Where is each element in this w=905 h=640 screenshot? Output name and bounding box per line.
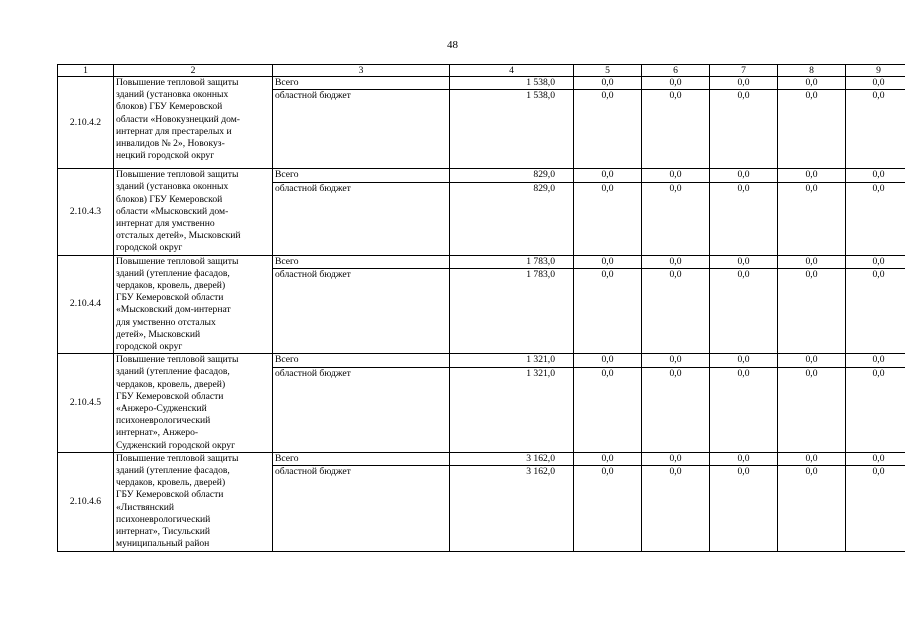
- year-value: 0,0: [574, 354, 642, 367]
- item-description-line: «Анжеро-Судженский: [116, 403, 207, 415]
- year-value: 0,0: [574, 77, 642, 90]
- item-description-line: ГБУ Кемеровской области: [116, 292, 224, 304]
- year-value: 0,0: [778, 169, 846, 183]
- item-description-line: Повышение тепловой защиты: [116, 169, 239, 181]
- item-description-line: области «Мысковский дом-: [116, 205, 229, 217]
- table-row: [58, 255, 905, 268]
- column-number: 5: [574, 65, 642, 77]
- funding-source: областной бюджет: [273, 466, 450, 551]
- total-value: 3 162,0: [450, 466, 574, 551]
- year-value: 0,0: [778, 255, 846, 268]
- year-value: 0,0: [710, 452, 778, 465]
- item-description-line: Повышение тепловой защиты: [116, 452, 239, 464]
- item-description-line: блоков) ГБУ Кемеровской: [116, 101, 223, 113]
- year-value: 0,0: [710, 77, 778, 90]
- total-value: 1 538,0: [450, 90, 574, 169]
- year-value: 0,0: [846, 182, 905, 255]
- item-description-line: «Листвянский: [116, 501, 175, 513]
- funding-source: Всего: [273, 77, 450, 90]
- year-value: 0,0: [574, 268, 642, 353]
- year-value: 0,0: [778, 182, 846, 255]
- year-value: 0,0: [642, 182, 710, 255]
- funding-source: Всего: [273, 169, 450, 183]
- item-description-line: городской округ: [116, 242, 183, 254]
- year-value: 0,0: [846, 367, 905, 452]
- total-value: 829,0: [450, 169, 574, 183]
- year-value: 0,0: [574, 255, 642, 268]
- year-value: 0,0: [846, 255, 905, 268]
- total-value: 1 783,0: [450, 255, 574, 268]
- item-description-line: Повышение тепловой защиты: [116, 77, 239, 88]
- item-description-line: городской округ: [116, 341, 183, 353]
- year-value: 0,0: [710, 182, 778, 255]
- year-value: 0,0: [846, 452, 905, 465]
- year-value: 0,0: [710, 354, 778, 367]
- funding-source: областной бюджет: [273, 268, 450, 353]
- year-value: 0,0: [710, 367, 778, 452]
- item-description-line: муниципальный район: [116, 538, 210, 550]
- item-description-line: зданий (утепление фасадов,: [116, 267, 230, 279]
- item-description-line: психоневрологический: [116, 415, 211, 427]
- column-number: 8: [778, 65, 846, 77]
- funding-source: Всего: [273, 255, 450, 268]
- item-number: 2.10.4.5: [58, 354, 114, 453]
- item-description-line: «Мысковский дом-интернат: [116, 304, 231, 316]
- item-description: [114, 452, 273, 551]
- column-number: 3: [273, 65, 450, 77]
- total-value: 1 783,0: [450, 268, 574, 353]
- item-number: 2.10.4.2: [58, 77, 114, 169]
- column-number: 1: [58, 65, 114, 77]
- column-number-row: [58, 65, 905, 77]
- year-value: 0,0: [710, 169, 778, 183]
- year-value: 0,0: [846, 90, 905, 169]
- year-value: 0,0: [710, 466, 778, 551]
- table-row: [58, 354, 905, 367]
- total-value: 3 162,0: [450, 452, 574, 465]
- item-description-line: для умственно отсталых: [116, 316, 216, 328]
- item-description-line: Судженский городской округ: [116, 439, 236, 451]
- column-number: 6: [642, 65, 710, 77]
- item-description-line: Повышение тепловой защиты: [116, 255, 239, 267]
- total-value: 829,0: [450, 182, 574, 255]
- year-value: 0,0: [846, 169, 905, 183]
- item-description-line: зданий (установка оконных: [116, 181, 229, 193]
- item-description: [114, 255, 273, 354]
- year-value: 0,0: [642, 354, 710, 367]
- column-number: 2: [114, 65, 273, 77]
- column-number: 9: [846, 65, 905, 77]
- year-value: 0,0: [710, 268, 778, 353]
- year-value: 0,0: [778, 367, 846, 452]
- year-value: 0,0: [642, 268, 710, 353]
- funding-source: Всего: [273, 452, 450, 465]
- item-description-line: ГБУ Кемеровской области: [116, 390, 224, 402]
- year-value: 0,0: [642, 90, 710, 169]
- year-value: 0,0: [778, 90, 846, 169]
- item-description-line: ГБУ Кемеровской области: [116, 489, 224, 501]
- year-value: 0,0: [778, 466, 846, 551]
- item-description-line: нецкий городской округ: [116, 150, 215, 162]
- item-description-line: блоков) ГБУ Кемеровской: [116, 193, 223, 205]
- funding-source: областной бюджет: [273, 367, 450, 452]
- year-value: 0,0: [574, 169, 642, 183]
- year-value: 0,0: [778, 354, 846, 367]
- item-description-line: зданий (утепление фасадов,: [116, 465, 230, 477]
- year-value: 0,0: [846, 268, 905, 353]
- table-row: [58, 77, 905, 90]
- year-value: 0,0: [574, 182, 642, 255]
- funding-source: Всего: [273, 354, 450, 367]
- year-value: 0,0: [846, 466, 905, 551]
- table-row: [58, 169, 905, 183]
- budget-table: [57, 64, 905, 552]
- item-description-line: зданий (утепление фасадов,: [116, 366, 230, 378]
- year-value: 0,0: [778, 268, 846, 353]
- year-value: 0,0: [642, 367, 710, 452]
- item-description-line: области «Новокузнецкий дом-: [116, 113, 240, 125]
- item-description-line: детей», Мысковский: [116, 328, 201, 340]
- item-description: [114, 77, 273, 169]
- page-number: 48: [447, 39, 458, 51]
- column-number: 4: [450, 65, 574, 77]
- item-description-line: интернат», Анжеро-: [116, 427, 199, 439]
- funding-source: областной бюджет: [273, 90, 450, 169]
- year-value: 0,0: [574, 90, 642, 169]
- item-description-line: чердаков, кровель, дверей): [116, 477, 226, 489]
- year-value: 0,0: [846, 354, 905, 367]
- total-value: 1 321,0: [450, 354, 574, 367]
- table-row: [58, 452, 905, 465]
- total-value: 1 321,0: [450, 367, 574, 452]
- year-value: 0,0: [778, 452, 846, 465]
- item-description-line: психоневрологический: [116, 513, 211, 525]
- year-value: 0,0: [574, 466, 642, 551]
- year-value: 0,0: [574, 452, 642, 465]
- year-value: 0,0: [710, 255, 778, 268]
- item-description-line: чердаков, кровель, дверей): [116, 280, 226, 292]
- item-description-line: интернат», Тисульский: [116, 526, 211, 538]
- item-description-line: чердаков, кровель, дверей): [116, 378, 226, 390]
- item-description-line: зданий (установка оконных: [116, 89, 229, 101]
- year-value: 0,0: [710, 90, 778, 169]
- item-number: 2.10.4.4: [58, 255, 114, 354]
- column-number: 7: [710, 65, 778, 77]
- year-value: 0,0: [574, 367, 642, 452]
- item-description-line: инвалидов № 2», Новокуз-: [116, 138, 225, 150]
- item-description: [114, 354, 273, 453]
- item-description-line: отсталых детей», Мысковский: [116, 230, 241, 242]
- item-description-line: Повышение тепловой защиты: [116, 354, 239, 366]
- year-value: 0,0: [642, 169, 710, 183]
- funding-source: областной бюджет: [273, 182, 450, 255]
- total-value: 1 538,0: [450, 77, 574, 90]
- year-value: 0,0: [846, 77, 905, 90]
- year-value: 0,0: [642, 255, 710, 268]
- item-description-line: интернат для престарелых и: [116, 125, 232, 137]
- item-number: 2.10.4.3: [58, 169, 114, 255]
- item-description: [114, 169, 273, 255]
- year-value: 0,0: [778, 77, 846, 90]
- year-value: 0,0: [642, 466, 710, 551]
- item-number: 2.10.4.6: [58, 452, 114, 551]
- year-value: 0,0: [642, 77, 710, 90]
- year-value: 0,0: [642, 452, 710, 465]
- item-description-line: интернат для умственно: [116, 218, 215, 230]
